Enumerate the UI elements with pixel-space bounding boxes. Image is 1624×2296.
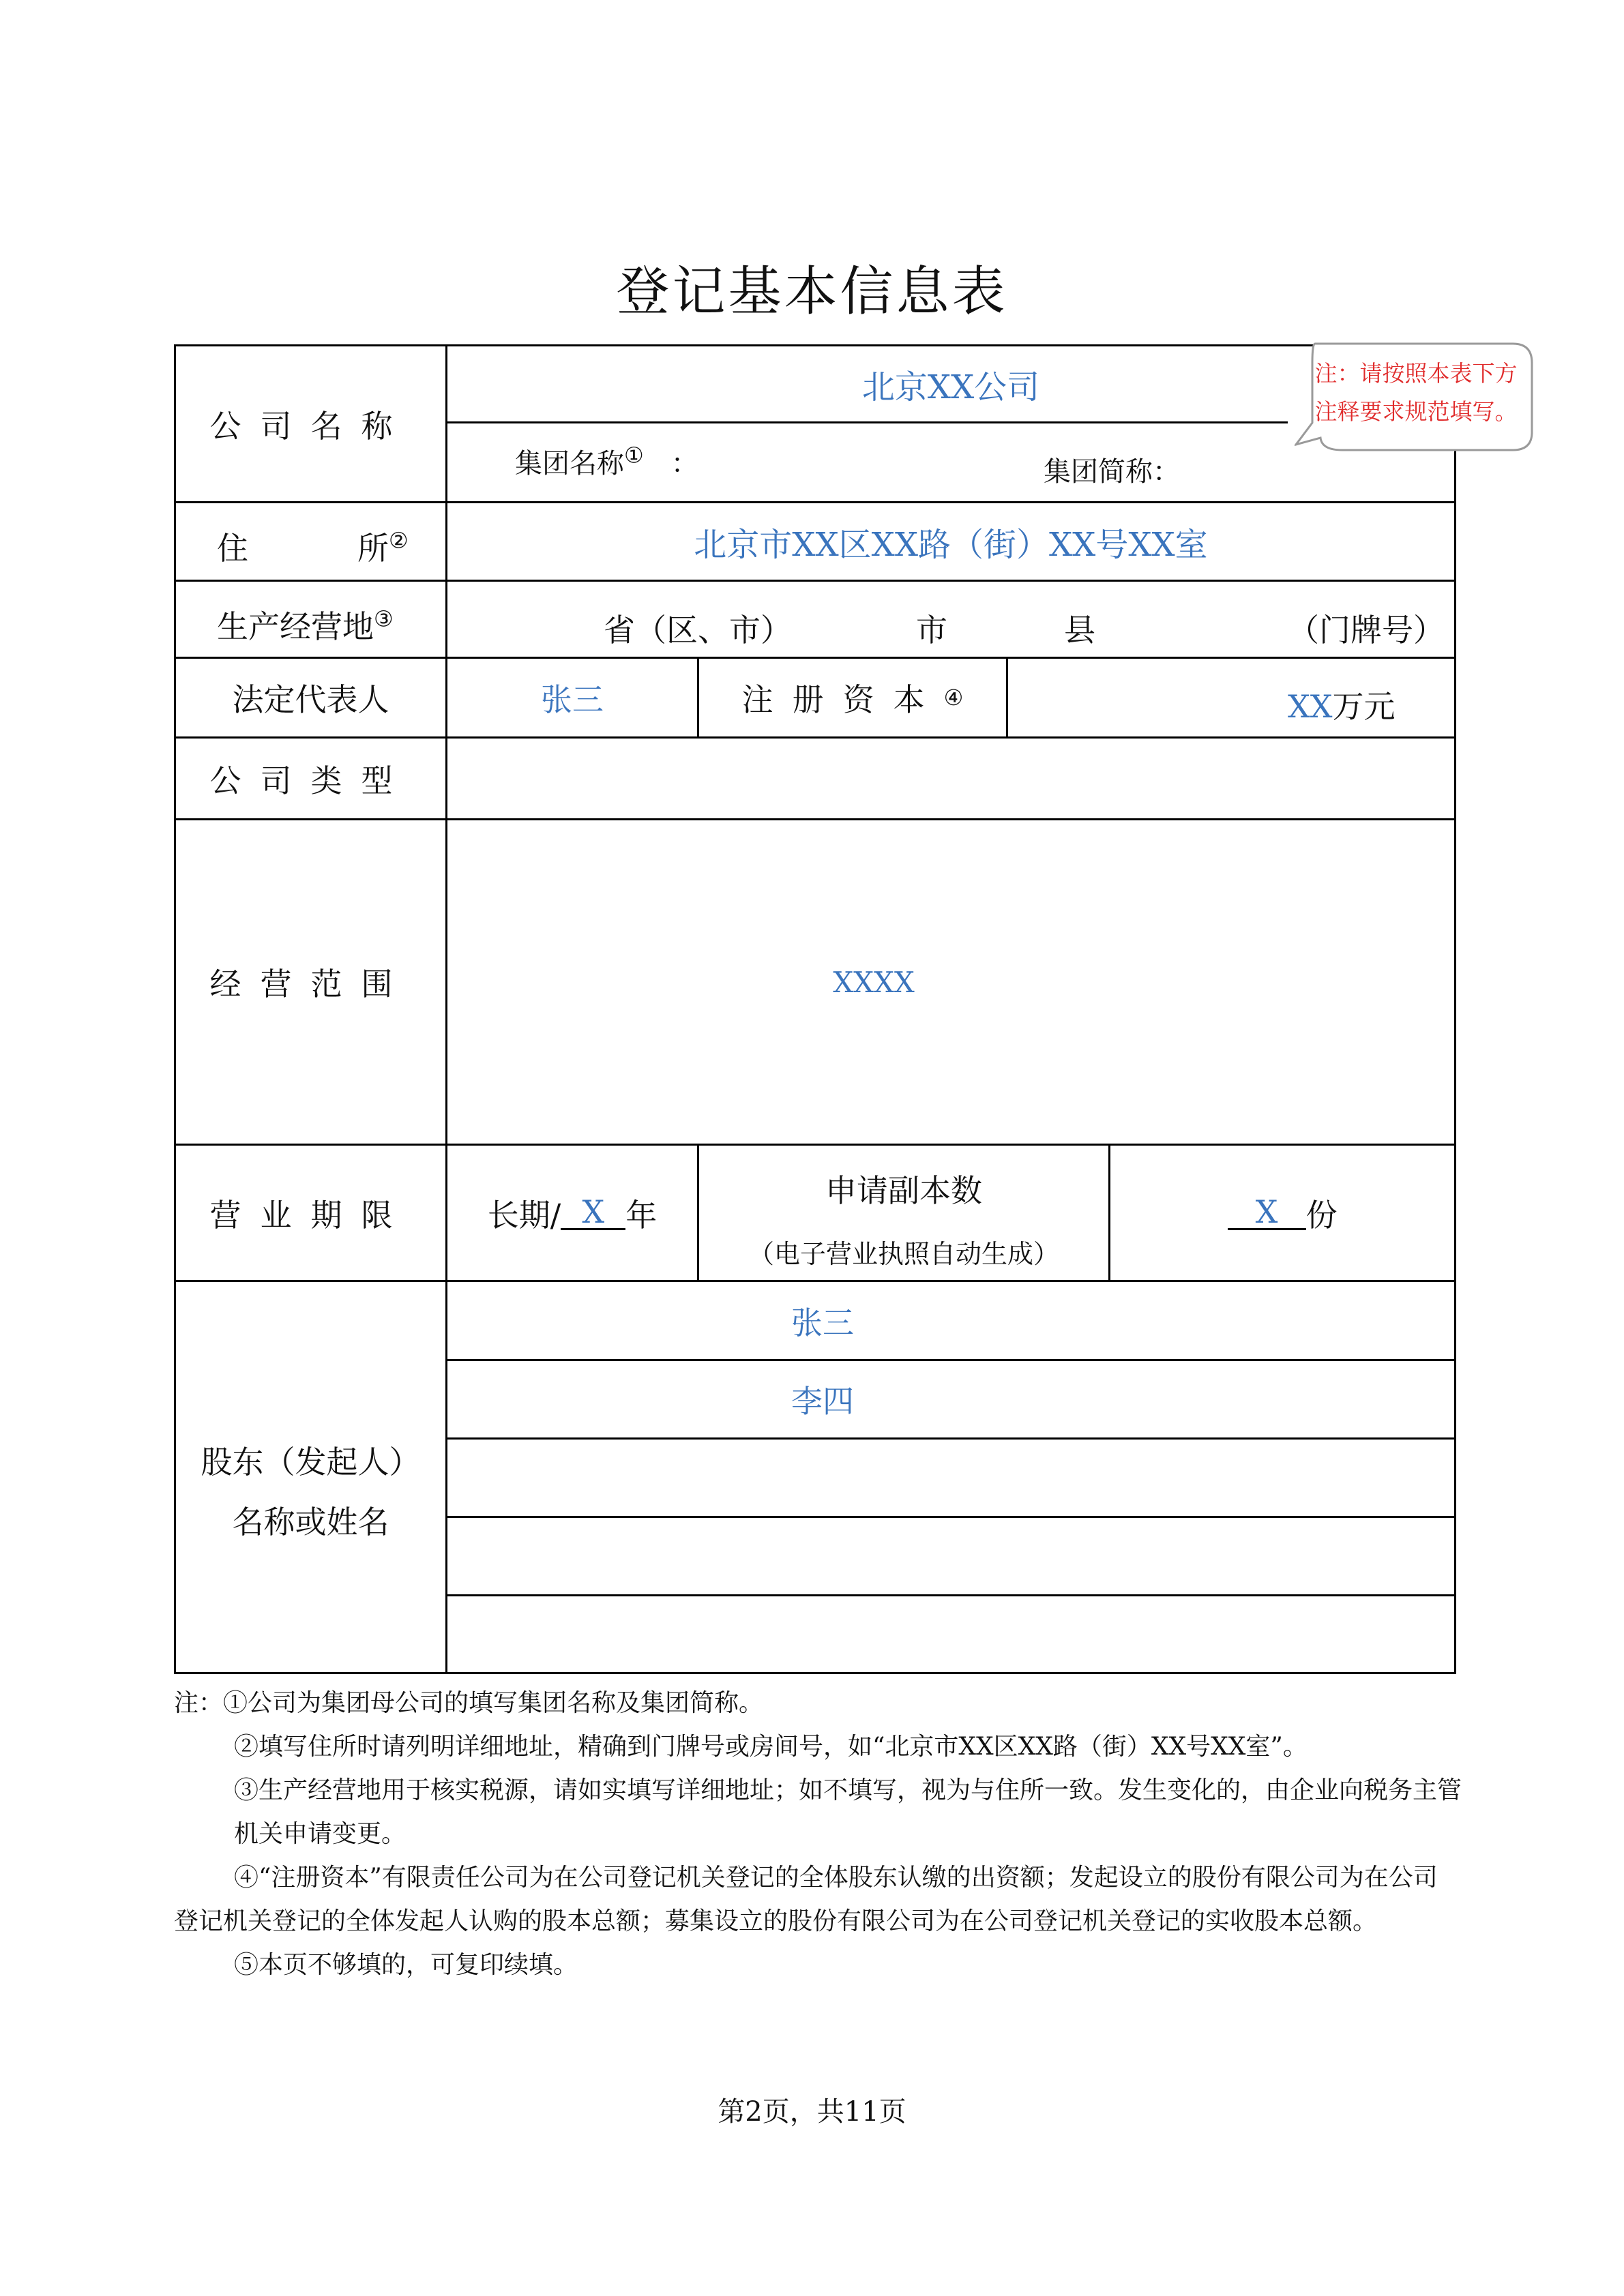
company-type-label: 公司类型 [209,762,412,799]
legal-rep-label: 法定代表人 [232,681,389,718]
shareholder-row[interactable] [447,1596,1198,1672]
residence-value[interactable]: 北京市XX区XX路（街）XX号XX室 [694,525,1208,564]
shareholder-row[interactable]: 张三 [791,1304,854,1341]
legal-rep-value[interactable]: 张三 [541,681,604,718]
business-scope-label: 经营范围 [209,966,412,1002]
note-3: ③生产经营地用于核实税源，请如实填写详细地址；如不填写，视为与住所一致。发生变化的，由企业向税务主管 [234,1776,1462,1804]
county-field[interactable]: 县 [1064,612,1095,648]
shareholders-label: 股东（发起人） 名称或姓名 [201,1444,421,1540]
note-4: ④“注册资本”有限责任公司为在公司登记机关登记的全体股东认缴的出资额；发起设立的股份有限公司为在公司 [234,1864,1438,1892]
shareholder-row[interactable] [447,1518,1198,1594]
province-field[interactable]: 省（区、市） [604,612,792,648]
note-3-cont: 机关申请变更。 [234,1820,407,1848]
page-number: 第2页，共11页 [718,2096,906,2128]
note-1: 注：①公司为集团母公司的填写集团名称及集团简称。 [174,1689,764,1717]
copies-note: （电子营业执照自动生成） [748,1239,1059,1269]
shareholder-row[interactable]: 李四 [791,1383,854,1420]
capital-label: 注册资本 ④ [741,681,964,718]
callout-text: 注：请按照本表下方 注释要求规范填写。 [1314,360,1518,425]
capital-field[interactable]: XX万元 [1288,688,1396,725]
business-scope-value[interactable]: XXXX [833,965,915,999]
page-title: 登记基本信息表 [616,261,1008,323]
company-type-value[interactable] [447,739,1454,818]
operating-period-label: 营业期限 [209,1196,412,1234]
production-address-label: 生产经营地③ [217,606,394,645]
group-abbr-field[interactable]: 集团简称： [1044,456,1180,488]
city-field[interactable]: 市 [916,612,947,648]
group-name-field[interactable]: 集团名称① ： [515,442,698,479]
company-name-label: 公司名称 [209,407,412,445]
copies-title: 申请副本数 [825,1172,982,1209]
company-name-value[interactable]: 北京XX公司 [861,368,1040,406]
footnotes [174,1682,1470,1987]
note-4-cont: 登记机关登记的全体发起人认购的股本总额；募集设立的股份有限公司为在公司登记机关登记的实收股本总额。 [174,1907,1378,1935]
note-2: ②填写住所时请列明详细地址，精确到门牌号或房间号，如“北京市XX区XX路（街）XX号XX室”。 [234,1733,1308,1761]
doorplate-field[interactable]: （门牌号） [1288,612,1445,648]
operating-period-field[interactable]: 长期/ X 年 [487,1193,658,1234]
copies-field[interactable]: X 份 [1110,1146,1454,1280]
shareholder-row[interactable] [447,1440,1198,1516]
residence-label: 住 所② [217,527,409,567]
note-5: ⑤本页不够填的，可复印续填。 [234,1951,578,1979]
